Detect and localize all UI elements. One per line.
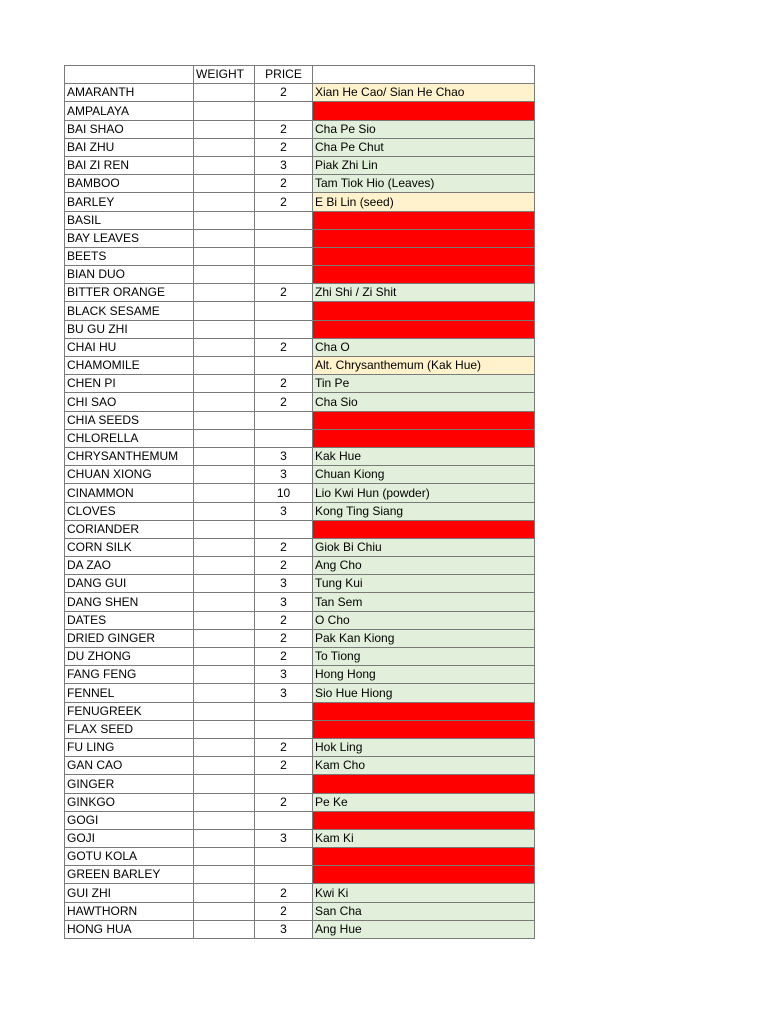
price-cell: 2 <box>255 629 313 647</box>
weight-cell <box>194 120 255 138</box>
herb-name-cell: GUI ZHI <box>65 884 194 902</box>
herb-price-sheet <box>64 65 534 939</box>
weight-cell <box>194 484 255 502</box>
weight-cell <box>194 338 255 356</box>
herb-name-cell: DANG GUI <box>65 575 194 593</box>
table-row <box>65 175 535 193</box>
local-name-cell: Sio Hue Hiong <box>313 684 535 702</box>
herb-name-cell: GREEN BARLEY <box>65 866 194 884</box>
herb-name-cell: CLOVES <box>65 502 194 520</box>
table-row <box>65 338 535 356</box>
weight-cell <box>194 138 255 156</box>
herb-name-cell: HONG HUA <box>65 920 194 938</box>
price-cell: 2 <box>255 738 313 756</box>
local-name-cell: Kam Cho <box>313 757 535 775</box>
header-weight-cell: WEIGHT <box>194 66 255 84</box>
local-name-cell <box>313 266 535 284</box>
herb-name-cell: BAY LEAVES <box>65 229 194 247</box>
price-cell: 3 <box>255 466 313 484</box>
weight-cell <box>194 884 255 902</box>
weight-cell <box>194 757 255 775</box>
price-cell: 3 <box>255 593 313 611</box>
table-row <box>65 720 535 738</box>
local-name-cell: Tam Tiok Hio (Leaves) <box>313 175 535 193</box>
weight-cell <box>194 811 255 829</box>
price-cell: 2 <box>255 902 313 920</box>
price-cell: 2 <box>255 284 313 302</box>
price-cell: 2 <box>255 757 313 775</box>
table-row <box>65 538 535 556</box>
herb-name-cell: CINAMMON <box>65 484 194 502</box>
herb-table <box>64 65 535 939</box>
table-row <box>65 557 535 575</box>
price-cell: 2 <box>255 793 313 811</box>
price-cell <box>255 320 313 338</box>
weight-cell <box>194 684 255 702</box>
table-row <box>65 193 535 211</box>
table-row <box>65 575 535 593</box>
weight-cell <box>194 229 255 247</box>
table-row <box>65 884 535 902</box>
herb-name-cell: GOGI <box>65 811 194 829</box>
local-name-cell <box>313 102 535 120</box>
price-cell <box>255 520 313 538</box>
table-row <box>65 793 535 811</box>
local-name-cell: Xian He Cao/ Sian He Chao <box>313 84 535 102</box>
herb-name-cell: BLACK SESAME <box>65 302 194 320</box>
weight-cell <box>194 575 255 593</box>
price-cell: 3 <box>255 920 313 938</box>
weight-cell <box>194 247 255 265</box>
table-row <box>65 484 535 502</box>
table-row <box>65 156 535 174</box>
price-cell <box>255 302 313 320</box>
local-name-cell: Cha O <box>313 338 535 356</box>
weight-cell <box>194 702 255 720</box>
price-cell <box>255 775 313 793</box>
weight-cell <box>194 829 255 847</box>
weight-cell <box>194 466 255 484</box>
herb-name-cell: BIAN DUO <box>65 266 194 284</box>
herb-name-cell: DRIED GINGER <box>65 629 194 647</box>
local-name-cell: E Bi Lin (seed) <box>313 193 535 211</box>
table-row <box>65 447 535 465</box>
local-name-cell <box>313 720 535 738</box>
weight-cell <box>194 866 255 884</box>
local-name-cell: Piak Zhi Lin <box>313 156 535 174</box>
price-cell: 2 <box>255 538 313 556</box>
weight-cell <box>194 175 255 193</box>
local-name-cell: Chuan Kiong <box>313 466 535 484</box>
header-name-cell <box>65 66 194 84</box>
weight-cell <box>194 611 255 629</box>
weight-cell <box>194 666 255 684</box>
price-cell <box>255 357 313 375</box>
weight-cell <box>194 393 255 411</box>
price-cell <box>255 720 313 738</box>
herb-name-cell: GOTU KOLA <box>65 848 194 866</box>
table-row <box>65 848 535 866</box>
herb-name-cell: CHRYSANTHEMUM <box>65 447 194 465</box>
table-row <box>65 247 535 265</box>
price-cell: 3 <box>255 447 313 465</box>
weight-cell <box>194 193 255 211</box>
table-row <box>65 429 535 447</box>
price-cell <box>255 811 313 829</box>
price-cell <box>255 411 313 429</box>
table-row <box>65 302 535 320</box>
price-cell <box>255 211 313 229</box>
local-name-cell <box>313 429 535 447</box>
weight-cell <box>194 211 255 229</box>
price-cell: 2 <box>255 138 313 156</box>
local-name-cell: Kak Hue <box>313 447 535 465</box>
table-row <box>65 84 535 102</box>
table-row <box>65 466 535 484</box>
price-cell: 2 <box>255 557 313 575</box>
table-row <box>65 648 535 666</box>
herb-name-cell: CHAI HU <box>65 338 194 356</box>
table-row <box>65 684 535 702</box>
weight-cell <box>194 429 255 447</box>
table-row <box>65 920 535 938</box>
local-name-cell: Cha Pe Chut <box>313 138 535 156</box>
price-cell: 3 <box>255 575 313 593</box>
weight-cell <box>194 266 255 284</box>
weight-cell <box>194 902 255 920</box>
herb-name-cell: BITTER ORANGE <box>65 284 194 302</box>
herb-name-cell: CHLORELLA <box>65 429 194 447</box>
local-name-cell <box>313 702 535 720</box>
herb-name-cell: GOJI <box>65 829 194 847</box>
local-name-cell: Pak Kan Kiong <box>313 629 535 647</box>
header-row <box>65 66 535 84</box>
weight-cell <box>194 848 255 866</box>
weight-cell <box>194 102 255 120</box>
weight-cell <box>194 775 255 793</box>
herb-name-cell: DANG SHEN <box>65 593 194 611</box>
table-row <box>65 266 535 284</box>
price-cell: 3 <box>255 156 313 174</box>
price-cell <box>255 229 313 247</box>
weight-cell <box>194 357 255 375</box>
herb-name-cell: BAMBOO <box>65 175 194 193</box>
herb-name-cell: GINGER <box>65 775 194 793</box>
herb-name-cell: BU GU ZHI <box>65 320 194 338</box>
weight-cell <box>194 738 255 756</box>
weight-cell <box>194 375 255 393</box>
herb-name-cell: CHUAN XIONG <box>65 466 194 484</box>
price-cell: 2 <box>255 338 313 356</box>
table-row <box>65 775 535 793</box>
local-name-cell: Tin Pe <box>313 375 535 393</box>
weight-cell <box>194 302 255 320</box>
table-row <box>65 393 535 411</box>
local-name-cell <box>313 247 535 265</box>
price-cell <box>255 702 313 720</box>
local-name-cell: O Cho <box>313 611 535 629</box>
local-name-cell: Kam Ki <box>313 829 535 847</box>
herb-name-cell: FANG FENG <box>65 666 194 684</box>
weight-cell <box>194 284 255 302</box>
local-name-cell: Kong Ting Siang <box>313 502 535 520</box>
price-cell: 3 <box>255 502 313 520</box>
local-name-cell: Hong Hong <box>313 666 535 684</box>
header-local-name-cell <box>313 66 535 84</box>
table-row <box>65 411 535 429</box>
price-cell: 2 <box>255 120 313 138</box>
table-row <box>65 611 535 629</box>
table-row <box>65 757 535 775</box>
herb-name-cell: DA ZAO <box>65 557 194 575</box>
table-row <box>65 702 535 720</box>
header-price-cell: PRICE <box>255 66 313 84</box>
local-name-cell: Tung Kui <box>313 575 535 593</box>
weight-cell <box>194 320 255 338</box>
weight-cell <box>194 557 255 575</box>
weight-cell <box>194 593 255 611</box>
table-row <box>65 829 535 847</box>
weight-cell <box>194 411 255 429</box>
local-name-cell <box>313 302 535 320</box>
price-cell <box>255 848 313 866</box>
table-row <box>65 520 535 538</box>
price-cell: 2 <box>255 175 313 193</box>
price-cell: 10 <box>255 484 313 502</box>
price-cell: 2 <box>255 193 313 211</box>
herb-name-cell: FLAX SEED <box>65 720 194 738</box>
table-row <box>65 375 535 393</box>
herb-name-cell: DATES <box>65 611 194 629</box>
table-row <box>65 666 535 684</box>
price-cell: 2 <box>255 884 313 902</box>
herb-name-cell: AMARANTH <box>65 84 194 102</box>
table-row <box>65 320 535 338</box>
table-row <box>65 593 535 611</box>
herb-name-cell: BEETS <box>65 247 194 265</box>
herb-name-cell: BARLEY <box>65 193 194 211</box>
table-row <box>65 502 535 520</box>
table-row <box>65 902 535 920</box>
herb-name-cell: AMPALAYA <box>65 102 194 120</box>
local-name-cell <box>313 411 535 429</box>
local-name-cell: Ang Cho <box>313 557 535 575</box>
herb-name-cell: BAI SHAO <box>65 120 194 138</box>
herb-name-cell: CHIA SEEDS <box>65 411 194 429</box>
herb-name-cell: CHI SAO <box>65 393 194 411</box>
weight-cell <box>194 648 255 666</box>
price-cell: 3 <box>255 684 313 702</box>
local-name-cell: Zhi Shi / Zi Shit <box>313 284 535 302</box>
weight-cell <box>194 793 255 811</box>
table-row <box>65 102 535 120</box>
herb-name-cell: BAI ZI REN <box>65 156 194 174</box>
price-cell: 3 <box>255 829 313 847</box>
local-name-cell <box>313 229 535 247</box>
table-row <box>65 629 535 647</box>
price-cell: 2 <box>255 84 313 102</box>
local-name-cell: Giok Bi Chiu <box>313 538 535 556</box>
herb-name-cell: GINKGO <box>65 793 194 811</box>
local-name-cell <box>313 848 535 866</box>
herb-name-cell: DU ZHONG <box>65 648 194 666</box>
local-name-cell: Ang Hue <box>313 920 535 938</box>
weight-cell <box>194 720 255 738</box>
weight-cell <box>194 920 255 938</box>
herb-name-cell: CORIANDER <box>65 520 194 538</box>
table-row <box>65 211 535 229</box>
local-name-cell <box>313 520 535 538</box>
price-cell <box>255 429 313 447</box>
local-name-cell: Kwi Ki <box>313 884 535 902</box>
herb-name-cell: CORN SILK <box>65 538 194 556</box>
table-row <box>65 284 535 302</box>
weight-cell <box>194 84 255 102</box>
herb-name-cell: FENUGREEK <box>65 702 194 720</box>
local-name-cell: Cha Pe Sio <box>313 120 535 138</box>
weight-cell <box>194 502 255 520</box>
weight-cell <box>194 629 255 647</box>
herb-table-body <box>65 66 535 939</box>
herb-name-cell: FENNEL <box>65 684 194 702</box>
herb-name-cell: CHEN PI <box>65 375 194 393</box>
local-name-cell: Hok Ling <box>313 738 535 756</box>
table-row <box>65 811 535 829</box>
weight-cell <box>194 538 255 556</box>
herb-name-cell: FU LING <box>65 738 194 756</box>
herb-name-cell: CHAMOMILE <box>65 357 194 375</box>
table-row <box>65 120 535 138</box>
weight-cell <box>194 520 255 538</box>
herb-name-cell: HAWTHORN <box>65 902 194 920</box>
local-name-cell <box>313 320 535 338</box>
price-cell: 3 <box>255 666 313 684</box>
price-cell: 2 <box>255 611 313 629</box>
herb-name-cell: GAN CAO <box>65 757 194 775</box>
local-name-cell: San Cha <box>313 902 535 920</box>
local-name-cell <box>313 866 535 884</box>
table-row <box>65 229 535 247</box>
table-row <box>65 866 535 884</box>
local-name-cell <box>313 811 535 829</box>
local-name-cell: To Tiong <box>313 648 535 666</box>
price-cell: 2 <box>255 648 313 666</box>
herb-name-cell: BASIL <box>65 211 194 229</box>
herb-name-cell: BAI ZHU <box>65 138 194 156</box>
local-name-cell: Pe Ke <box>313 793 535 811</box>
price-cell: 2 <box>255 393 313 411</box>
table-row <box>65 357 535 375</box>
local-name-cell: Lio Kwi Hun (powder) <box>313 484 535 502</box>
weight-cell <box>194 156 255 174</box>
table-row <box>65 138 535 156</box>
local-name-cell <box>313 211 535 229</box>
price-cell <box>255 266 313 284</box>
local-name-cell: Alt. Chrysanthemum (Kak Hue) <box>313 357 535 375</box>
price-cell <box>255 247 313 265</box>
weight-cell <box>194 447 255 465</box>
local-name-cell: Cha Sio <box>313 393 535 411</box>
local-name-cell: Tan Sem <box>313 593 535 611</box>
local-name-cell <box>313 775 535 793</box>
price-cell: 2 <box>255 375 313 393</box>
table-row <box>65 738 535 756</box>
price-cell <box>255 102 313 120</box>
price-cell <box>255 866 313 884</box>
